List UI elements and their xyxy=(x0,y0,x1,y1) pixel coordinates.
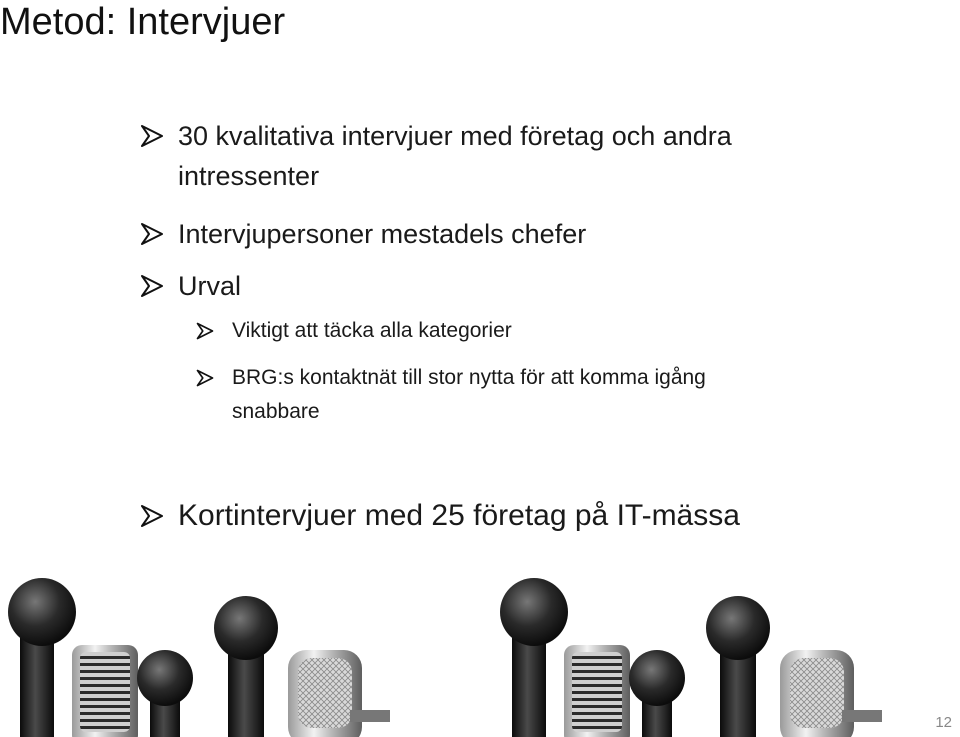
arrowhead-bullet-icon xyxy=(140,274,164,298)
arrowhead-bullet-icon xyxy=(196,322,214,340)
bullet-text: 30 kvalitativa intervjuer med företag och andra xyxy=(178,121,732,151)
sub-bullet-text-continued: snabbare xyxy=(232,400,320,423)
arrowhead-bullet-icon xyxy=(140,124,164,148)
sub-bullet-text: BRG:s kontaktnät till stor nytta för att komma igång xyxy=(232,366,706,389)
arrowhead-bullet-icon xyxy=(140,222,164,246)
microphone-group-left xyxy=(8,578,390,737)
microphone-group-right xyxy=(500,578,882,737)
sub-bullet-item xyxy=(196,360,706,430)
arrowhead-bullet-icon xyxy=(140,504,164,528)
microphones-photo xyxy=(0,570,960,737)
bullet-item xyxy=(140,112,732,200)
bullet-text: Kortintervjuer med 25 företag på IT-mässa xyxy=(178,499,740,532)
slide-title: Metod: Intervjuer xyxy=(0,1,286,43)
bullet-item xyxy=(140,262,241,310)
bullet-item xyxy=(140,492,740,540)
sub-bullet-item xyxy=(196,313,512,349)
bullet-text: Urval xyxy=(178,271,242,301)
sub-bullet-text: Viktigt att täcka alla kategorier xyxy=(232,319,512,342)
page-number: 12 xyxy=(935,714,952,731)
bullet-item xyxy=(140,210,586,258)
bullet-text: Intervjupersoner mestadels chefer xyxy=(178,219,587,249)
bullet-text-continued: intressenter xyxy=(178,161,320,191)
arrowhead-bullet-icon xyxy=(196,369,214,387)
